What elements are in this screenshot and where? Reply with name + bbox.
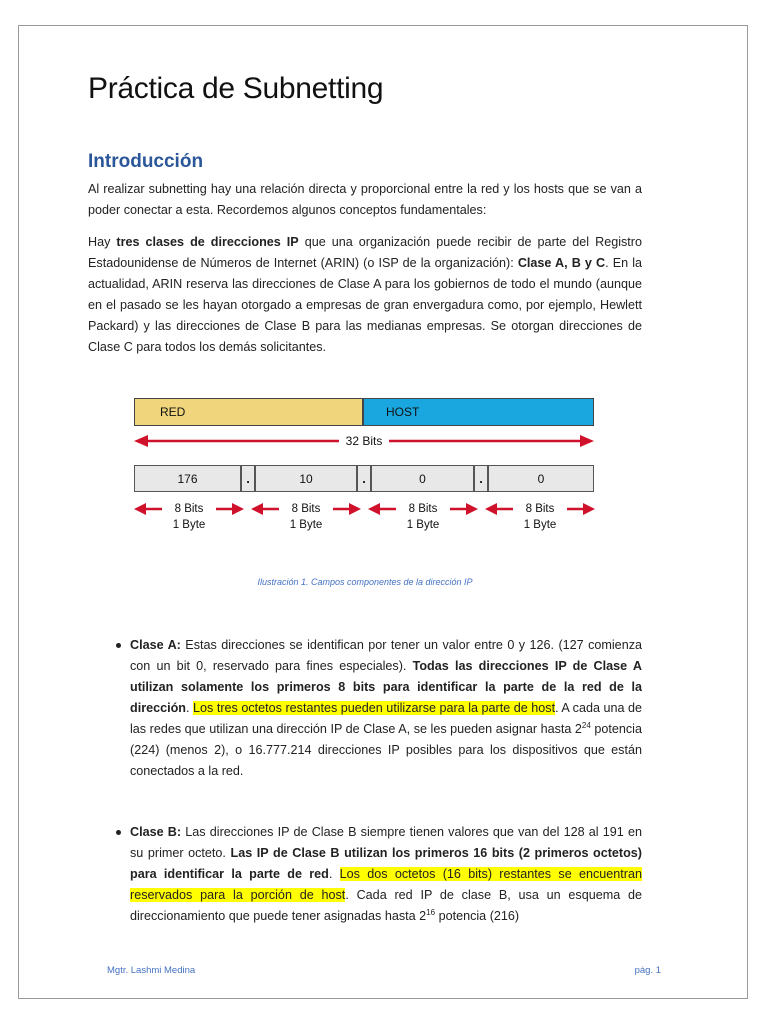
byte-span-3 [368, 502, 478, 532]
text-run: potencia (224) (menos 2), o 16.777.214 direcciones IP posibles para los dispositivos que están conectados a la red. [130, 722, 642, 778]
bold-run: Todas las direcciones IP de Clase A utilizan solamente los primeros 8 bits para identificar la parte de la red de la dirección [130, 659, 642, 715]
text-run: potencia (216) [435, 909, 520, 923]
intro-paragraph: Al realizar subnetting hay una relación directa y proporcional entre la red y los hosts que se van a poder conectar a esta. Recordemos algunos conceptos fundamentales: [88, 182, 642, 217]
figure-caption: Ilustración 1. Campos componentes de la dirección IP [257, 577, 473, 587]
text-run: Estas direcciones se identifican por tener un valor entre 0 y 126. (127 comienza con un bit 0, reservado para fines especiales). [130, 638, 642, 673]
byte-label: 1 Byte [523, 519, 557, 531]
bullet-label: Clase A: [130, 638, 181, 652]
text-run: . En la actualidad, ARIN reserva las direcciones de Clase A para los gobiernos de todo el mundo (aunque en el pasado se les hayan otorgado a empresas de gran envergadura como, por ejemplo, Hewlett Packard) y las direcciones de Clase B para las medianas empresas. Se otorgan direcciones de Clase C para todos los demás solicitantes. [88, 256, 642, 354]
byte-label: 1 Byte [406, 519, 440, 531]
bits-label: 8 Bits [162, 502, 216, 516]
bold-run: Clase A, B y C [517, 256, 606, 270]
bold-run: tres clases de direcciones IP [116, 235, 299, 249]
byte-label: 1 Byte [289, 519, 323, 531]
highlighted-run: Los tres octetos restantes pueden utilizarse para la parte de host [193, 701, 556, 715]
host-field [363, 398, 594, 426]
byte-span-1 [134, 502, 244, 532]
byte-label: 1 Byte [172, 519, 206, 531]
text-run: . Cada red IP de clase B, usa un esquema de direccionamiento que puede tener asignadas hasta 2 [130, 888, 642, 923]
octet-3: 0 [371, 465, 474, 492]
footer-author: Mgtr. Lashmi Medina [107, 965, 196, 976]
class-a-paragraph [130, 635, 642, 782]
bullet-icon [116, 643, 121, 648]
list-item-class-a [130, 635, 642, 782]
byte-span-4 [485, 502, 595, 532]
page-title: Práctica de Subnetting [88, 72, 384, 105]
text-run: . [186, 701, 194, 715]
class-b-paragraph [130, 822, 642, 927]
text-run: que una organización puede recibir de parte del Registro Estadounidense de Números de Internet (ARIN) (o ISP de la organización): [88, 235, 642, 270]
total-bits-row [134, 434, 594, 448]
octet-separator: . [474, 465, 488, 492]
text-run: Las direcciones IP de Clase B siempre tienen valores que van del 128 al 191 en su primer octeto. [130, 825, 642, 860]
list-item-class-b [130, 822, 642, 927]
superscript: 16 [426, 908, 436, 917]
byte-span-2 [251, 502, 361, 532]
host-label: HOST [386, 405, 420, 419]
text-run: . [328, 867, 340, 881]
octet-4: 0 [488, 465, 594, 492]
octets-row [134, 465, 594, 492]
network-label: RED [160, 405, 186, 419]
ip-address-diagram [134, 398, 604, 548]
bits-label: 8 Bits [279, 502, 333, 516]
text-run: . A cada una de las redes que utilizan una dirección IP de Clase A, se les pueden asignar hasta 2 [130, 701, 643, 736]
network-field [134, 398, 363, 426]
octet-1: 176 [134, 465, 241, 492]
bold-run: Las IP de Clase B utilizan los primeros 16 bits (2 primeros octetos) para identificar la parte de red [130, 846, 642, 881]
text-run: Hay [88, 235, 117, 249]
classes-paragraph [88, 232, 642, 358]
bits-label: 8 Bits [513, 502, 567, 516]
octet-separator: . [241, 465, 255, 492]
superscript: 24 [581, 721, 591, 730]
section-heading: Introducción [88, 151, 204, 172]
bullet-label: Clase B: [130, 825, 182, 839]
bits-label: 8 Bits [396, 502, 450, 516]
octet-2: 10 [255, 465, 357, 492]
octet-separator: . [357, 465, 371, 492]
footer-page-number: pág. 1 [634, 965, 661, 976]
total-bits-label: 32 Bits [339, 434, 389, 448]
bullet-icon [116, 830, 121, 835]
highlighted-run: Los dos octetos (16 bits) restantes se encuentran reservados para la porción de host [130, 867, 643, 902]
